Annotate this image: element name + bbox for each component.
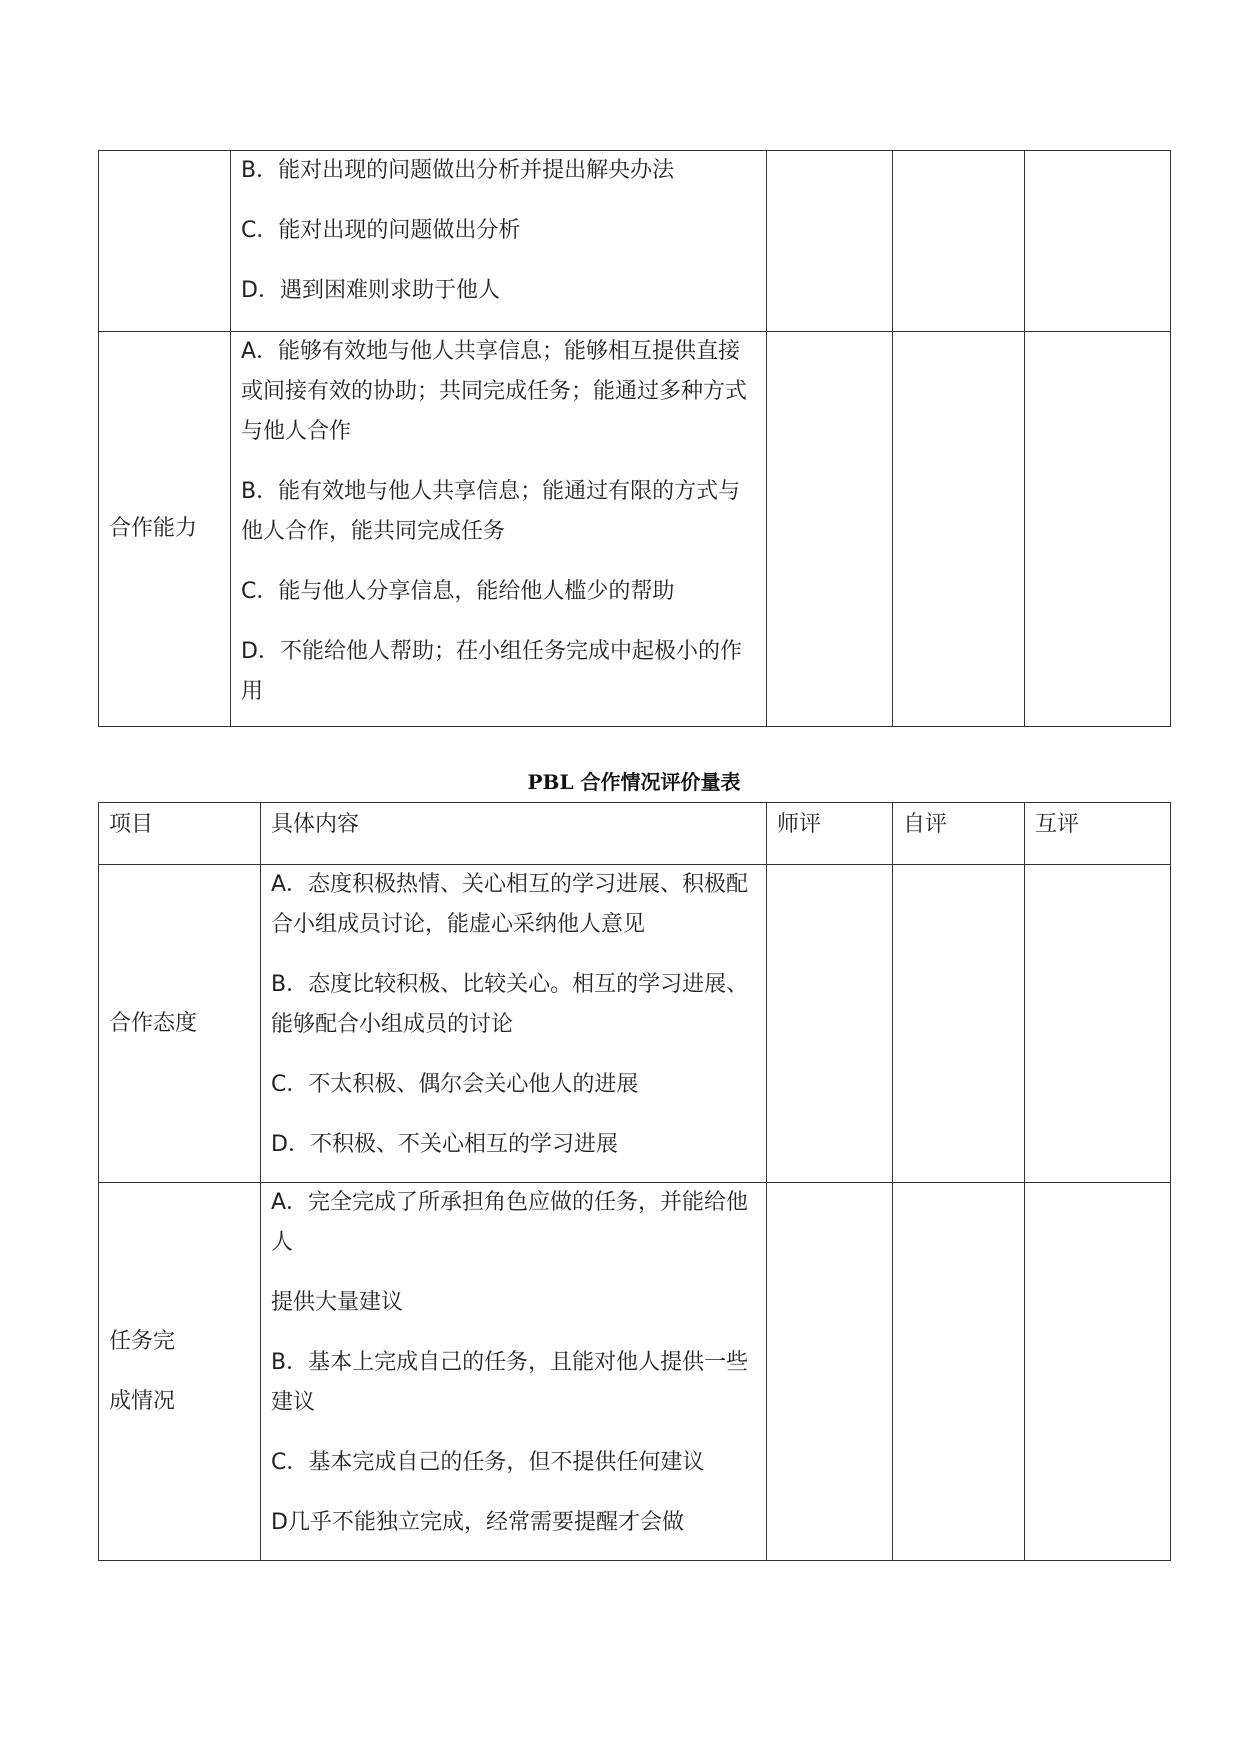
table-row <box>99 151 1171 332</box>
item-cell <box>99 865 261 1183</box>
content-cell <box>231 151 767 332</box>
option-text: A．能够有效地与他人共享信息；能够相互提供直接或间接有效的协助；共同完成任务；能通过多种方式与他人合作 <box>241 339 748 444</box>
option-text: D．不能给他人帮助；茌小组任务完成中起极小的作用 <box>241 639 742 704</box>
option-text: D．不积极、不关心相互的学习进展 <box>271 1132 618 1157</box>
item-cell <box>99 151 231 332</box>
teacher-score-cell[interactable] <box>767 332 893 727</box>
option-text: C．基本完成自己的任务，但不提供任何建议 <box>271 1450 705 1475</box>
header-peer: 互评 <box>1025 803 1171 865</box>
peer-score-cell[interactable] <box>1025 865 1171 1183</box>
table-row <box>99 1183 1171 1561</box>
table-title: PBL 合作情况评价量表 <box>527 770 741 794</box>
item-label: 合作能力 <box>109 516 198 541</box>
option-text: C．不太积极、偶尔会关心他人的进展 <box>271 1072 639 1097</box>
teacher-score-cell[interactable] <box>767 865 893 1183</box>
header-teacher: 师评 <box>767 803 893 865</box>
item-label: 任务完 <box>109 1328 176 1354</box>
teacher-score-cell[interactable] <box>767 151 893 332</box>
table-header-row <box>99 803 1171 865</box>
item-label: 合作态度 <box>109 1010 198 1036</box>
option-text: D．遇到困难则求助于他人 <box>241 278 500 303</box>
pbl-cooperation-table <box>98 802 1171 1561</box>
header-item: 项目 <box>99 803 261 865</box>
item-label: 成情况 <box>109 1388 176 1414</box>
option-text: 提供大量建议 <box>271 1290 404 1315</box>
option-text: A．态度积极热情、关心相互的学习进展、积极配合小组成员讨论，能虚心采纳他人意见 <box>271 872 749 937</box>
content-cell <box>261 1183 767 1561</box>
teacher-score-cell[interactable] <box>767 1183 893 1561</box>
table-row <box>99 332 1171 727</box>
option-text: B．基本上完成自己的任务，且能对他人提供一些建议 <box>271 1350 749 1415</box>
peer-score-cell[interactable] <box>1025 332 1171 727</box>
self-score-cell[interactable] <box>893 151 1025 332</box>
item-cell <box>99 1183 261 1561</box>
self-score-cell[interactable] <box>893 865 1025 1183</box>
header-self: 自评 <box>893 803 1025 865</box>
table-row <box>99 865 1171 1183</box>
option-text: C．能与他人分享信息，能给他人槛少的帮助 <box>241 579 675 604</box>
self-score-cell[interactable] <box>893 332 1025 727</box>
peer-score-cell[interactable] <box>1025 151 1171 332</box>
content-cell <box>261 865 767 1183</box>
content-cell <box>231 332 767 727</box>
self-score-cell[interactable] <box>893 1183 1025 1561</box>
option-text: B．能有效地与他人共享信息；能通过有限的方式与他人合作，能共同完成任务 <box>241 479 741 544</box>
item-cell <box>99 332 231 727</box>
option-text: C．能对出现的问题做出分析 <box>241 218 521 243</box>
ability-evaluation-table <box>98 150 1171 727</box>
option-text: A．完全完成了所承担角色应做的任务，并能给他人 <box>271 1190 749 1255</box>
option-text: B．态度比较积极、比较关心。相互的学习进展、能够配合小组成员的讨论 <box>271 972 749 1037</box>
peer-score-cell[interactable] <box>1025 1183 1171 1561</box>
header-content: 具体内容 <box>261 803 767 865</box>
option-text: B．能对出现的问题做出分析并提出解央办法 <box>241 158 675 183</box>
option-text: D几乎不能独立完成，经常需要提醒才会做 <box>271 1510 684 1535</box>
